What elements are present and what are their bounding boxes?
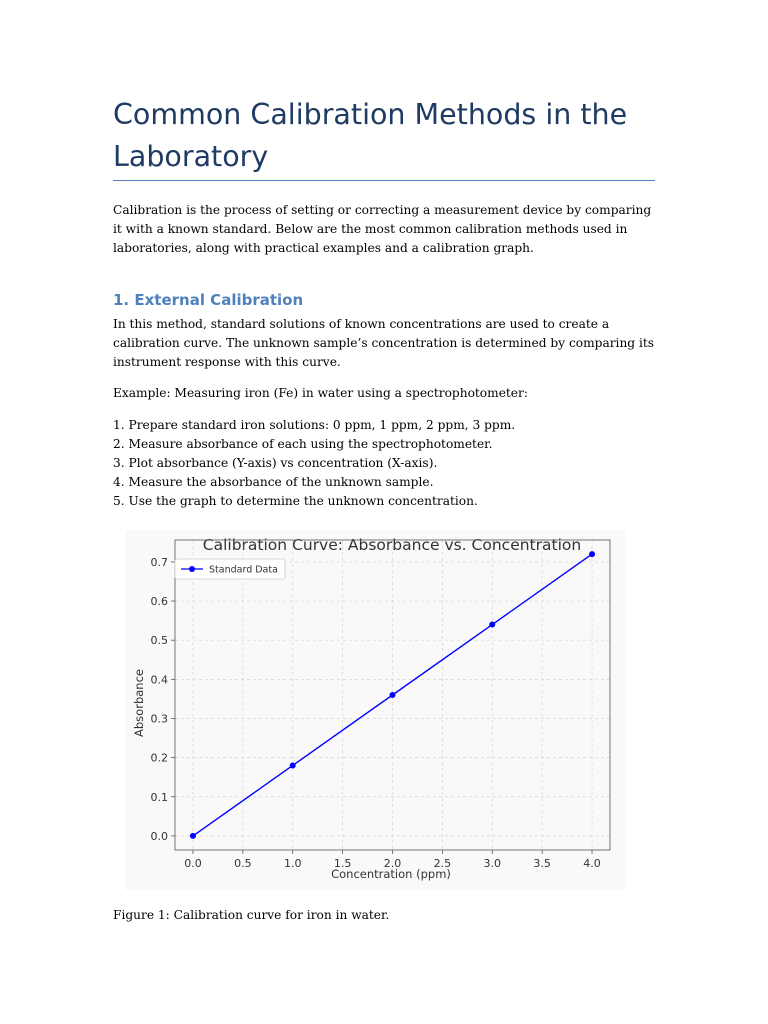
x-tick-label: 0.0 — [184, 857, 202, 870]
legend-label: Standard Data — [209, 564, 278, 576]
procedure-step: 1. Prepare standard iron solutions: 0 ppm, 1 ppm, 2 ppm, 3 ppm. — [113, 418, 516, 432]
y-tick-label: 0.3 — [150, 712, 168, 726]
chart-legend — [175, 559, 285, 579]
x-tick-label: 4.0 — [583, 857, 601, 870]
x-tick-label: 1.5 — [333, 857, 352, 870]
procedure-step: 4. Measure the absorbance of the unknown sample. — [113, 475, 434, 489]
y-tick-label: 0.6 — [150, 595, 168, 609]
data-point — [190, 833, 196, 839]
y-axis-label: Absorbance — [132, 669, 146, 737]
example-paragraph: Example: Measuring iron (Fe) in water using a spectrophotometer: — [113, 386, 528, 400]
section-heading-external-calibration: 1. External Calibration — [113, 291, 304, 309]
y-tick-label: 0.7 — [150, 555, 168, 569]
chart-title: Calibration Curve: Absorbance vs. Concentration — [202, 536, 582, 554]
section-body-paragraph: In this method, standard solutions of known concentrations are used to create a calibration curve. The unknown sample’s concentration is determined by comparing its instrument response with this curve. — [113, 317, 655, 369]
y-tick-label: 0.2 — [150, 751, 168, 765]
x-tick-label: 1.0 — [283, 857, 302, 870]
x-tick-label: 3.5 — [533, 857, 551, 870]
procedure-steps-list — [113, 416, 515, 511]
legend-marker-swatch — [189, 566, 195, 572]
x-tick-label: 3.0 — [483, 857, 502, 870]
y-tick-label: 0.5 — [150, 634, 168, 648]
figure-caption: Figure 1: Calibration curve for iron in water. — [113, 908, 390, 922]
x-tick-label: 2.5 — [433, 857, 452, 870]
title-divider — [113, 180, 655, 181]
procedure-step: 3. Plot absorbance (Y-axis) vs concentration (X-axis). — [113, 456, 438, 470]
x-axis-label: Concentration (ppm) — [331, 867, 451, 881]
document-title: Common Calibration Methods in the Laboratory — [113, 98, 628, 173]
y-tick-label: 0.0 — [150, 829, 168, 843]
intro-paragraph: Calibration is the process of setting or correcting a measurement device by comparing it with a known standard. Below are the most common calibration methods used in laboratories, along with practical examples and a calibration graph. — [113, 203, 652, 255]
calibration-chart — [125, 530, 625, 890]
data-point — [489, 622, 495, 628]
data-point — [290, 762, 296, 768]
procedure-step: 5. Use the graph to determine the unknown concentration. — [113, 494, 478, 508]
data-point — [390, 692, 396, 698]
procedure-step: 2. Measure absorbance of each using the spectrophotometer. — [113, 437, 493, 451]
x-tick-label: 0.5 — [234, 857, 252, 870]
y-tick-label: 0.4 — [150, 673, 168, 687]
data-point — [589, 551, 595, 557]
x-tick-label: 2.0 — [383, 857, 402, 870]
y-tick-label: 0.1 — [150, 790, 168, 804]
